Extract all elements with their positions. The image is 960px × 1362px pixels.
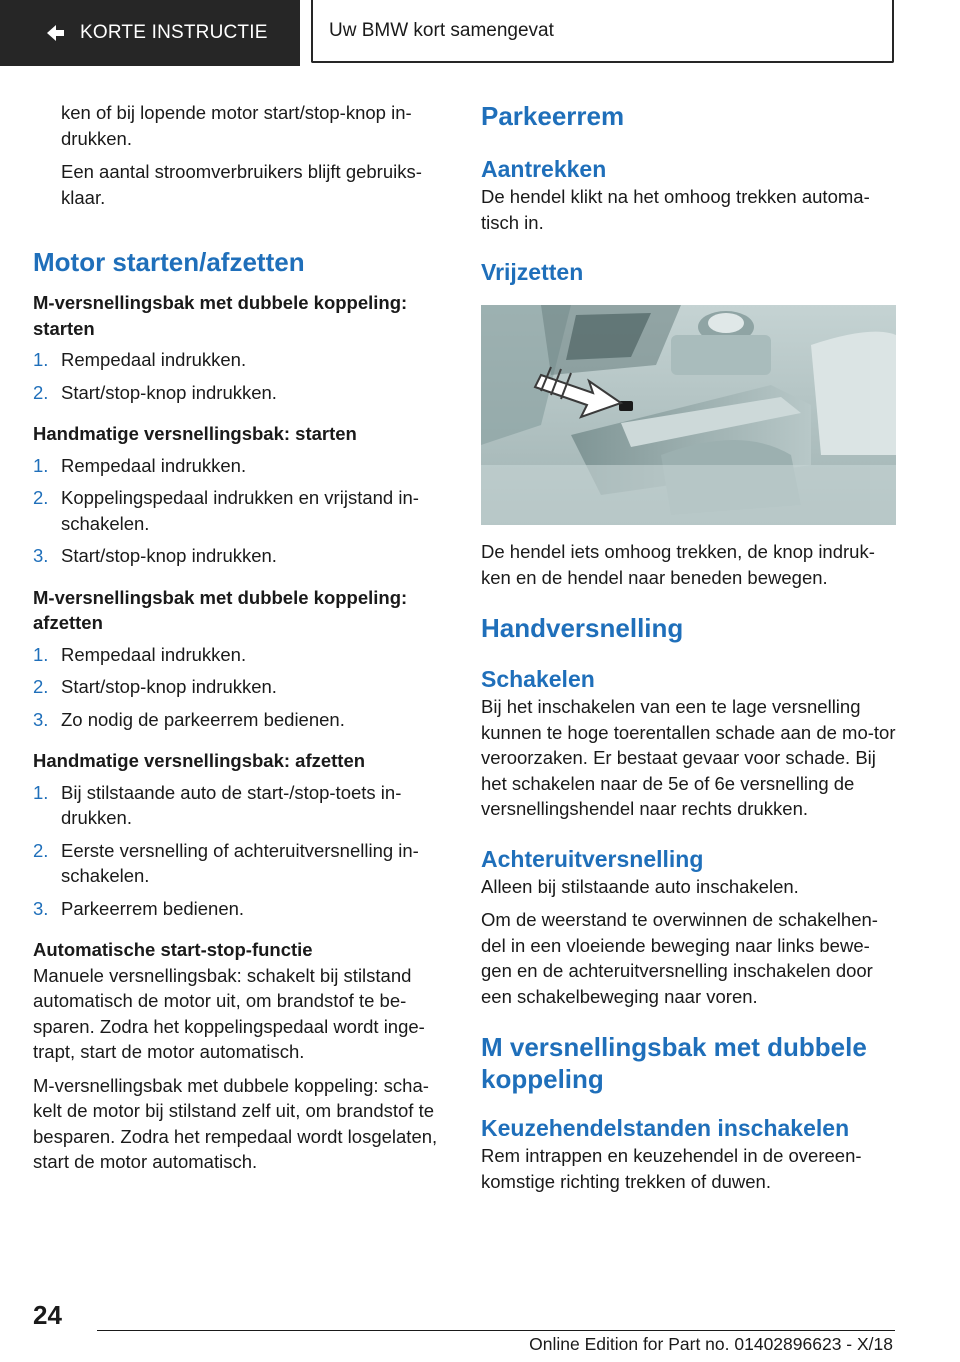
subsection-heading: Achteruitversnelling (481, 845, 704, 872)
subsection-heading: Aantrekken (481, 156, 607, 182)
list-item: 2. Koppelingspedaal indrukken en vrijstand in-schakelen. (33, 487, 419, 534)
step-list (33, 347, 448, 405)
section-tab[interactable] (311, 0, 894, 63)
step-list (33, 642, 448, 733)
list-item: 2. Start/stop-knop indrukken. (33, 676, 277, 697)
image-caption: De hendel iets omhoog trekken, de knop indruk-ken en de hendel naar beneden bewegen. (481, 541, 875, 588)
section-tab-label: Uw BMW kort samengevat (329, 19, 554, 41)
page-number: 24 (33, 1300, 62, 1330)
body-paragraph: Om de weerstand te overwinnen de schakelhen-del in een vloeiende beweging naar links bewe-gen en de achteruitversnelling inschakelen door een schakelbeweging naar voren. (481, 909, 878, 1007)
list-item: 3. Parkeerrem bedienen. (33, 897, 245, 919)
subsection-heading: Vrijzetten (481, 259, 584, 285)
page-header (0, 0, 960, 68)
list-item: 3. Zo nodig de parkeerrem bedienen. (33, 708, 345, 730)
subheading: M-versnellingsbak met dubbele koppeling: starten (33, 292, 408, 339)
step-list (33, 780, 448, 922)
subheading: Handmatige versnellingsbak: afzetten (33, 750, 366, 771)
subheading: M-versnellingsbak met dubbele koppeling: afzetten (33, 586, 408, 633)
section-heading: Handversnelling (481, 613, 684, 643)
footer-divider (97, 1330, 895, 1331)
left-column (33, 100, 448, 1175)
right-column (481, 100, 896, 1194)
list-item: 1. Rempedaal indrukken. (33, 349, 247, 370)
body-paragraph: Manuele versnellingsbak: schakelt bij stilstand automatisch de motor uit, om brandstof te be-sparen. Zodra het koppelingspedaal wordt inge-trapt, start de motor automatisch. (33, 964, 425, 1062)
list-item: 2. Start/stop-knop indrukken. (33, 381, 277, 403)
list-item: 1. Bij stilstaande auto de start-/stop-toets in-drukken. (33, 781, 402, 828)
section-heading: Parkeerrem (481, 101, 625, 131)
list-item: 1. Rempedaal indrukken. (33, 454, 247, 476)
chapter-tab-label: KORTE INSTRUCTIE (80, 22, 268, 43)
edition-footer: Online Edition for Part no. 01402896623 - X/18 (529, 1334, 893, 1354)
subsection-heading: Schakelen (481, 666, 595, 692)
list-item: 3. Start/stop-knop indrukken. (33, 545, 277, 566)
section-heading: Motor starten/afzetten (33, 247, 305, 277)
body-paragraph: M-versnellingsbak met dubbele koppeling: scha-kelt de motor bij stilstand zelf uit, om brandstof te besparen. Zodra het rempedaal wordt losgelaten, start de motor automatisch. (33, 1074, 438, 1172)
subheading: Automatische start-stop-functie (33, 939, 313, 960)
subheading: Handmatige versnellingsbak: starten (33, 423, 357, 444)
section-heading: M versnellingsbak met dubbele koppeling (481, 1032, 867, 1094)
quick-guide-arrow-icon (44, 22, 66, 44)
list-item: 2. Eerste versnelling of achteruitversnelling in-schakelen. (33, 839, 419, 886)
intro-paragraph: ken of bij lopende motor start/stop-knop in-drukken. (61, 102, 412, 149)
intro-paragraph: Een aantal stroomverbruikers blijft gebruiks-klaar. (61, 161, 422, 208)
body-paragraph: Alleen bij stilstaande auto inschakelen. (481, 875, 799, 897)
subsection-heading: Keuzehendelstanden inschakelen (481, 1115, 850, 1141)
parking-brake-illustration (481, 305, 896, 525)
step-list (33, 453, 448, 569)
body-paragraph: Bij het inschakelen van een te lage versnelling kunnen te hoge toerentallen schade aan de mo-tor veroorzaken. Er bestaat gevaar voor schade. Bij het schakelen naar de 5e of 6e versnelling de versnellingshendel naar rechts drukken. (481, 696, 896, 819)
body-paragraph: Rem intrappen en keuzehendel in de overeen-komstige richting trekken of duwen. (481, 1145, 862, 1192)
body-paragraph: De hendel klikt na het omhoog trekken automa-tisch in. (481, 186, 870, 233)
list-item: 1. Rempedaal indrukken. (33, 643, 247, 665)
parking-brake-photo (481, 305, 896, 525)
chapter-tab[interactable] (0, 0, 300, 66)
